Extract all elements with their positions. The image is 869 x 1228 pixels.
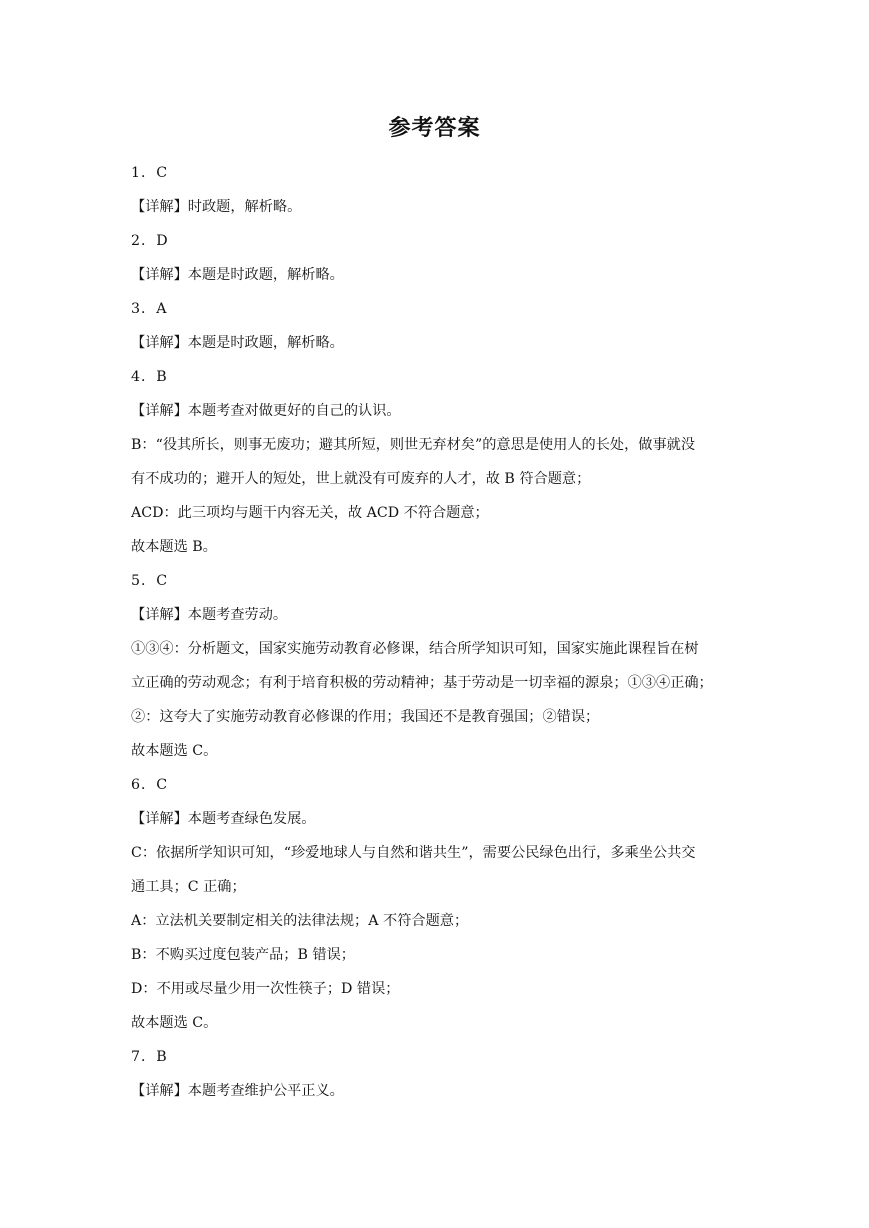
answer-explanation-text: 立正确的劳动观念；有利于培育积极的劳动精神；基于劳动是一切幸福的源泉；①③④正确； [131,675,713,691]
answer-explanation-text: D：不用或尽量少用一次性筷子；D 错误； [131,981,400,997]
answer-list [131,156,751,1108]
answer-explanation-text: A：立法机关要制定相关的法律法规；A 不符合题意； [131,913,469,929]
answer-explanation: 【详解】本题考查劳动。 [131,607,288,623]
answer-explanation: 【详解】本题是时政题，解析略。 [131,335,344,351]
answer-number-7: 7．B [131,1049,168,1065]
answer-explanation-text: 有不成功的；避开人的短处，世上就没有可废弃的人才，故 B 符合题意； [131,471,591,487]
answer-explanation-text: 通工具；C 正确； [131,879,246,895]
answer-explanation: 【详解】本题是时政题，解析略。 [131,267,344,283]
answer-number-6: 6．C [131,777,169,793]
answer-number-1: 1．C [131,165,169,181]
answer-explanation-text: ACD：此三项均与题干内容无关，故 ACD 不符合题意； [131,505,489,521]
answer-number-3: 3．A [131,301,168,317]
answer-explanation: 【详解】本题考查维护公平正义。 [131,1083,344,1099]
answer-explanation: 【详解】本题考查绿色发展。 [131,811,316,827]
answer-conclusion: 故本题选 B。 [131,539,217,555]
answer-conclusion: 故本题选 C。 [131,1015,218,1031]
answer-explanation-text: ①③④：分析题文，国家实施劳动教育必修课，结合所学知识可知，国家实施此课程旨在树 [131,641,699,657]
answer-explanation: 【详解】时政题，解析略。 [131,199,302,215]
answer-number-5: 5．C [131,573,169,589]
answer-explanation-text: B：不购买过度包装产品；B 错误； [131,947,355,963]
answer-explanation-text: B：“役其所长，则事无废功；避其所短，则世无弃材矣”的意思是使用人的长处，做事就没 [131,437,696,453]
answer-explanation: 【详解】本题考查对做更好的自己的认识。 [131,403,401,419]
answer-explanation-text: ②：这夸大了实施劳动教育必修课的作用；我国还不是教育强国；②错误； [131,709,600,725]
answer-conclusion: 故本题选 C。 [131,743,218,759]
answer-number-2: 2．D [131,233,169,249]
answer-explanation-text: C：依据所学知识可知，“珍爱地球人与自然和谐共生”，需要公民绿色出行，多乘坐公共交 [131,845,696,861]
answer-number-4: 4．B [131,369,168,385]
page-title: 参考答案 [388,115,481,141]
